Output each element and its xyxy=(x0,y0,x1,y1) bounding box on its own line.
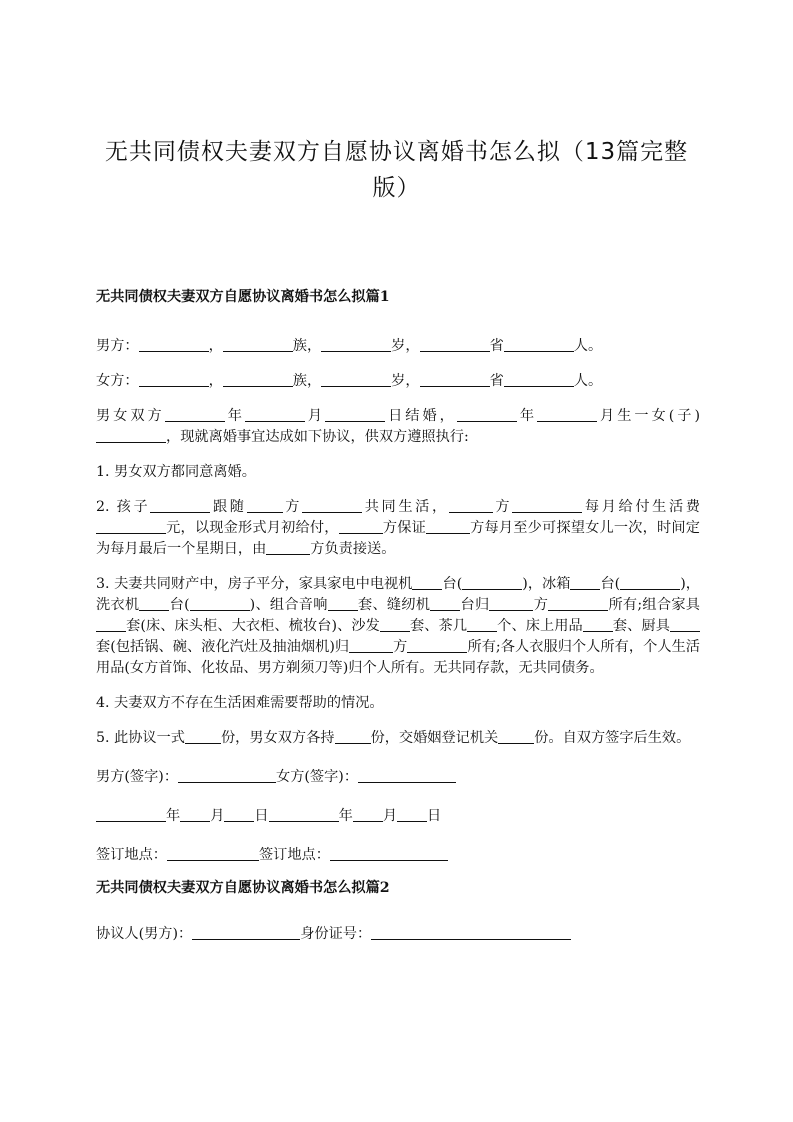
document-title: 无共同债权夫妻双方自愿协议离婚书怎么拟（13篇完整版） xyxy=(104,139,689,201)
blank-field[interactable] xyxy=(462,574,522,590)
party-line: 协议人(男方)： 身份证号： xyxy=(96,924,700,945)
blank-field[interactable] xyxy=(223,336,293,352)
blank-field[interactable] xyxy=(467,616,497,632)
blank-field[interactable] xyxy=(349,637,393,653)
blank-field[interactable] xyxy=(96,427,166,443)
party-name-field[interactable] xyxy=(192,924,300,940)
item-1: 1. 男女双方都同意离婚。 xyxy=(96,464,256,480)
date-line: 年 月 日 年 月 日 xyxy=(96,806,700,827)
blank-field[interactable] xyxy=(353,806,383,822)
male-info-line: 男方： ， 族， 岁， 省 人。 xyxy=(96,338,603,354)
blank-field[interactable] xyxy=(504,371,574,387)
section-heading-1: 无共同债权夫妻双方自愿协议离婚书怎么拟篇1 xyxy=(96,289,390,305)
female-info-line: 女方： ， 族， 岁， 省 人。 xyxy=(96,373,603,389)
blank-field[interactable] xyxy=(325,406,385,422)
blank-field[interactable] xyxy=(412,574,442,590)
blank-field[interactable] xyxy=(266,539,310,555)
blank-field[interactable] xyxy=(339,518,383,534)
blank-field[interactable] xyxy=(223,371,293,387)
item-4: 4. 夫妻双方不存在生活困难需要帮助的情况。 xyxy=(96,695,384,711)
blank-field[interactable] xyxy=(321,371,391,387)
blank-field[interactable] xyxy=(620,574,680,590)
blank-field[interactable] xyxy=(165,406,225,422)
marriage-paragraph: 男女双方 年 月 日结婚， 年 月生一女(子)，现就离婚事宜达成如下协议，供双方遵照执行: xyxy=(96,408,700,445)
blank-field[interactable] xyxy=(430,595,460,611)
blank-field[interactable] xyxy=(498,728,534,744)
blank-field[interactable] xyxy=(96,616,126,632)
blank-field[interactable] xyxy=(247,497,283,513)
blank-field[interactable] xyxy=(457,406,517,422)
item-3: 3. 夫妻共同财产中，房子平分，家具家电中电视机 台( )，冰箱 台( )，洗衣机 台( )、组合音响 套、缝纫机 台归 方 所有;组合家具套(床、床头柜、大衣柜、梳妆台)、沙发 套、茶几 个、床上用品 套、厨具套(包括锅、碗、液化汽灶及抽油烟机)归 方 所有;各人衣服归个人所有，个人生活用品(女方首饰、化妆品、男方剃须刀等)归个人所有。无共同存款，无共同债务。 xyxy=(96,576,700,676)
blank-field[interactable] xyxy=(670,616,700,632)
blank-field[interactable] xyxy=(407,637,467,653)
blank-field[interactable] xyxy=(420,336,490,352)
place-field[interactable] xyxy=(330,845,448,861)
document-body xyxy=(96,287,700,945)
blank-field[interactable] xyxy=(397,806,427,822)
blank-field[interactable] xyxy=(245,406,305,422)
blank-field[interactable] xyxy=(269,806,339,822)
blank-field[interactable] xyxy=(180,806,210,822)
item-2: 2. 孩子 跟随 方 共同生活， 方 每月给付生活费元，以现金形式月初给付， 方保证 方每月至少可探望女儿一次，时间定为每月最后一个星期日，由 方负责接送。 xyxy=(96,499,700,557)
signature-line: 男方(签字)： 女方(签字)： xyxy=(96,767,700,788)
place-field[interactable] xyxy=(167,845,259,861)
blank-field[interactable] xyxy=(449,497,493,513)
blank-field[interactable] xyxy=(380,616,410,632)
blank-field[interactable] xyxy=(139,595,169,611)
blank-field[interactable] xyxy=(537,406,597,422)
id-number-field[interactable] xyxy=(371,924,571,940)
blank-field[interactable] xyxy=(548,595,608,611)
blank-field[interactable] xyxy=(420,371,490,387)
blank-field[interactable] xyxy=(139,336,209,352)
blank-field[interactable] xyxy=(570,574,600,590)
blank-field[interactable] xyxy=(185,728,221,744)
blank-field[interactable] xyxy=(328,595,358,611)
female-signature-field[interactable] xyxy=(358,767,456,783)
blank-field[interactable] xyxy=(504,336,574,352)
blank-field[interactable] xyxy=(583,616,613,632)
blank-field[interactable] xyxy=(139,371,209,387)
blank-field[interactable] xyxy=(426,518,470,534)
blank-field[interactable] xyxy=(489,595,533,611)
blank-field[interactable] xyxy=(512,497,582,513)
item-5: 5. 此协议一式 份，男女双方各持 份，交婚姻登记机关 份。自双方签字后生效。 xyxy=(96,730,691,746)
male-signature-field[interactable] xyxy=(178,767,276,783)
blank-field[interactable] xyxy=(224,806,254,822)
blank-field[interactable] xyxy=(321,336,391,352)
place-line: 签订地点： 签订地点： xyxy=(96,845,700,866)
blank-field[interactable] xyxy=(190,595,250,611)
blank-field[interactable] xyxy=(335,728,371,744)
blank-field[interactable] xyxy=(302,497,362,513)
blank-field[interactable] xyxy=(150,497,210,513)
blank-field[interactable] xyxy=(96,806,166,822)
section-heading-2: 无共同债权夫妻双方自愿协议离婚书怎么拟篇2 xyxy=(96,880,390,896)
blank-field[interactable] xyxy=(96,518,166,534)
